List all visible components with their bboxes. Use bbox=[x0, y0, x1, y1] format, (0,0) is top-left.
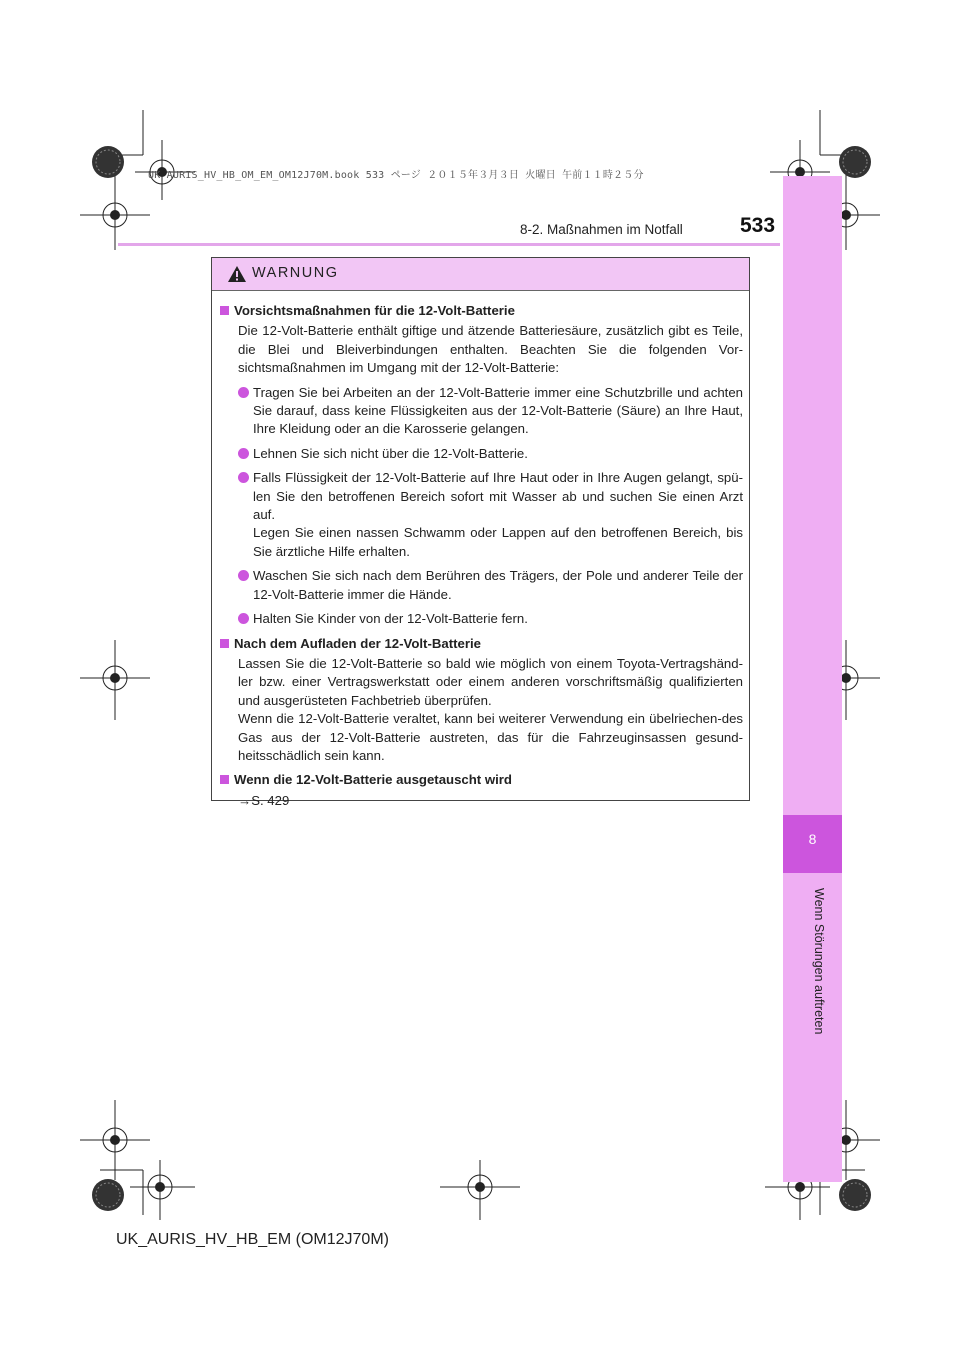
chapter-title-vertical: Wenn Störungen auftreten bbox=[812, 888, 826, 1035]
list-item-text: Lehnen Sie sich nicht über die 12-Volt-Batterie. bbox=[253, 445, 528, 461]
list-item bbox=[220, 567, 743, 604]
square-bullet-icon bbox=[220, 306, 229, 315]
warning-heading bbox=[220, 635, 743, 653]
printer-book-line: UK AURIS_HV_HB_OM_EM_OM12J70M.book 533 ページ ２０１５年３月３日 火曜日 午前１１時２５分 bbox=[148, 170, 644, 181]
square-bullet-icon bbox=[220, 639, 229, 648]
list-item bbox=[220, 384, 743, 439]
warning-paragraph: Wenn die 12-Volt-Batterie veraltet, kann bei weiterer Verwendung ein übelriechen-des Gas aus der 12-Volt-Batterie austreten, das für die Fahrzeuginsassen gesund-heitsschädlich sein kann. bbox=[238, 711, 743, 763]
page-number: 533 bbox=[740, 214, 776, 237]
heading-text: Wenn die 12-Volt-Batterie ausgetauscht wird bbox=[234, 772, 512, 788]
warning-header bbox=[212, 258, 749, 291]
warning-heading bbox=[220, 771, 743, 789]
chapter-number: 8 bbox=[808, 831, 817, 847]
round-bullet-icon bbox=[238, 448, 249, 459]
arrow-right-icon: → bbox=[238, 792, 252, 808]
warning-title: WARNUNG bbox=[252, 265, 339, 281]
heading-text: Nach dem Aufladen der 12-Volt-Batterie bbox=[234, 635, 481, 651]
section-title: 8-2. Maßnahmen im Notfall bbox=[520, 222, 683, 237]
warning-heading bbox=[220, 302, 743, 320]
warning-body bbox=[220, 296, 743, 810]
list-item bbox=[220, 445, 743, 463]
list-item-text: Waschen Sie sich nach dem Berühren des Trägers, der Pole und anderer Teile der 12-Volt-Batterie immer die Hände. bbox=[253, 568, 743, 602]
round-bullet-icon bbox=[238, 387, 249, 398]
list-item bbox=[220, 610, 743, 628]
round-bullet-icon bbox=[238, 570, 249, 581]
list-item-text: Tragen Sie bei Arbeiten an der 12-Volt-Batterie immer eine Schutzbrille und achten Sie darauf, dass keine Flüssigkeiten aus der 12-Volt-Batterie (Säure) an Ihre Haut, Ihre Kleidung oder an die Karosserie gelangen. bbox=[253, 384, 743, 437]
warning-paragraph: Die 12-Volt-Batterie enthält giftige und ätzende Batteriesäure, zusätzlich gibt es Teile, die Blei und Bleiverbindungen enthalten. Beachten Sie die folgenden Vor-sichtsmaßnahmen im Umgang mit der 12-Volt-Batterie: bbox=[238, 323, 743, 376]
footer-code: UK_AURIS_HV_HB_EM (OM12J70M) bbox=[116, 1231, 389, 1248]
list-item bbox=[220, 469, 743, 561]
header-rule bbox=[118, 243, 780, 246]
list-item-text: Falls Flüssigkeit der 12-Volt-Batterie auf Ihre Haut oder in Ihre Augen gelangt, spü-len Sie den betroffenen Bereich sofort mit Wasser ab und suchen Sie einen Arzt auf. bbox=[253, 470, 743, 523]
warning-box bbox=[211, 257, 750, 808]
heading-text: Vorsichtsmaßnahmen für die 12-Volt-Batterie bbox=[234, 303, 515, 318]
page-reference-text: S. 429 bbox=[251, 792, 290, 808]
warning-triangle-icon bbox=[227, 265, 247, 283]
list-item-text: Halten Sie Kinder von der 12-Volt-Batterie fern. bbox=[253, 611, 528, 627]
round-bullet-icon bbox=[238, 613, 249, 624]
square-bullet-icon bbox=[220, 775, 229, 784]
list-item-continuation: Legen Sie einen nassen Schwamm oder Lappen auf den betroffenen Bereich, bis Sie ärztliche Hilfe erhalten. bbox=[253, 525, 743, 559]
warning-paragraph: Lassen Sie die 12-Volt-Batterie so bald wie möglich von einem Toyota-Vertragshänd-ler bzw. einer Vertragswerkstatt oder einem anderen vorschriftsmäßig qualifizierten und ausgerüsteten Fachbetrieb überprüfen. bbox=[238, 655, 743, 708]
page-reference[interactable] bbox=[220, 792, 743, 810]
round-bullet-icon bbox=[238, 472, 249, 483]
